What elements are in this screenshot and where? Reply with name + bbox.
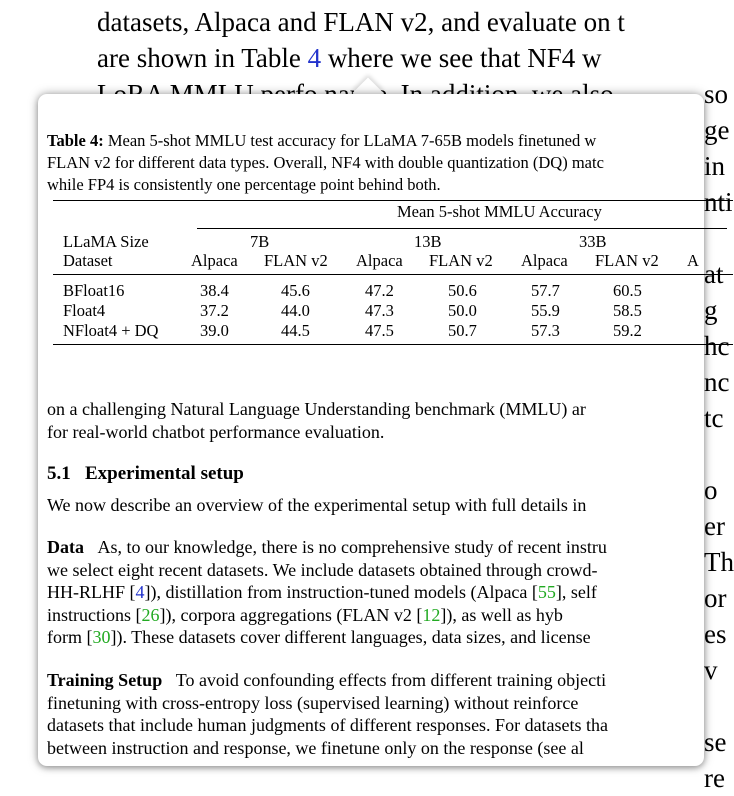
training-line-4: between instruction and response, we finetune only on the response (see al <box>47 737 584 758</box>
bg-fragment: g <box>704 295 718 325</box>
size-13b: 13B <box>414 232 442 251</box>
table-caption-label: Table 4: <box>47 131 104 150</box>
row-label-float4: Float4 <box>63 301 106 320</box>
data-paragraph <box>47 536 727 649</box>
text-run: instructions [ <box>47 604 142 625</box>
table-cell: 39.0 <box>200 321 229 340</box>
table-cell: 57.7 <box>531 281 560 300</box>
table-cell: 55.9 <box>531 301 560 320</box>
bg-fragment: er <box>704 511 725 541</box>
bg-fragment: re <box>704 763 725 793</box>
paragraph-line: for real-world chatbot performance evaluation. <box>47 421 385 442</box>
row-header-dataset: Dataset <box>63 251 113 270</box>
table-body-rule <box>53 274 733 275</box>
table-cell: 47.5 <box>365 321 394 340</box>
dataset-col: Alpaca <box>356 251 403 270</box>
bg-fragment: tc <box>704 403 724 433</box>
bg-fragment: in <box>704 151 726 181</box>
table-cell: 44.5 <box>281 321 310 340</box>
training-line-1: To avoid confounding effects from different training objecti <box>175 670 607 690</box>
table-caption <box>47 130 727 196</box>
training-line-2: finetuning with cross-entropy loss (supervised learning) without reinforce <box>47 692 579 713</box>
table-cell: 50.7 <box>448 321 477 340</box>
table-cell: 47.3 <box>365 301 394 320</box>
bg-fragment: o <box>704 475 718 505</box>
reference-preview-popup[interactable] <box>38 94 704 766</box>
text-run: form [ <box>47 627 93 647</box>
paragraph-line: on a challenging Natural Language Understanding benchmark (MMLU) ar <box>47 399 586 419</box>
bg-fragment: es <box>704 619 727 649</box>
bg-fragment: hc <box>704 331 730 361</box>
table-cell: 38.4 <box>200 281 229 300</box>
size-33b: 33B <box>579 232 607 251</box>
dataset-col: Alpaca <box>191 251 238 270</box>
section-heading <box>47 463 244 485</box>
section-title: Experimental setup <box>85 463 244 484</box>
table-caption-line-2: FLAN v2 for different data types. Overall, NF4 with double quantization (DQ) matc <box>47 153 604 172</box>
table-top-rule <box>53 200 733 201</box>
bg-fragment: Th <box>704 547 734 577</box>
table-cell: 50.6 <box>448 281 477 300</box>
table-cell: 58.5 <box>613 301 642 320</box>
table-caption-line-1: Mean 5-shot MMLU test accuracy for LLaMA 7-65B models finetuned w <box>103 131 597 150</box>
table-cell: 59.2 <box>613 321 642 340</box>
table-bottom-rule <box>53 344 733 345</box>
bg-fragment: se <box>704 727 727 757</box>
table-header-rule <box>197 228 727 229</box>
table-cell: 47.2 <box>365 281 394 300</box>
text-run: ]), as well as hyb <box>440 604 563 625</box>
training-line-3: datasets that include human judgments of different responses. For datasets tha <box>47 715 609 735</box>
dataset-col: FLAN v2 <box>595 251 659 270</box>
text-run: HH-RLHF [ <box>47 582 136 602</box>
row-label-bfloat16: BFloat16 <box>63 281 125 300</box>
data-line-5 <box>47 626 727 649</box>
training-heading: Training Setup <box>47 670 163 690</box>
table-cell: 44.0 <box>281 301 310 320</box>
size-7b: 7B <box>250 232 270 251</box>
background-text-line-2 <box>97 40 601 76</box>
bg-fragment: or <box>704 583 727 613</box>
text-run: ]), distillation from instruction-tuned models (Alpaca [ <box>144 582 538 602</box>
dataset-col: FLAN v2 <box>429 251 493 270</box>
background-text-line-1: datasets, Alpaca and FLAN v2, and evaluate on t <box>97 7 625 37</box>
table-cell: 60.5 <box>613 281 642 300</box>
table-reference-link[interactable]: 4 <box>307 43 322 73</box>
citation-link[interactable]: 4 <box>135 582 145 602</box>
data-line-2: we select eight recent datasets. We include datasets obtained through crowd- <box>47 559 598 580</box>
citation-link[interactable]: 55 <box>537 582 556 602</box>
data-line-3 <box>47 581 727 604</box>
training-paragraph <box>47 669 727 759</box>
bg-fragment: nti <box>704 187 733 217</box>
paragraph-mmlu <box>47 398 727 443</box>
text-run: ], self <box>555 582 597 602</box>
text-run: ]), corpora aggregations (FLAN v2 [ <box>159 604 423 625</box>
citation-link[interactable]: 12 <box>422 604 441 625</box>
row-label-nfloat4-dq: NFloat4 + DQ <box>63 321 159 340</box>
data-heading: Data <box>47 537 84 557</box>
table-cell: 57.3 <box>531 321 560 340</box>
dataset-col: Alpaca <box>521 251 568 270</box>
data-line-4 <box>47 604 727 627</box>
table-cell: 45.6 <box>281 281 310 300</box>
bg-fragment: v <box>704 655 718 685</box>
table-super-header: Mean 5-shot MMLU Accuracy <box>397 202 602 221</box>
bg-fragment: nc <box>704 367 730 397</box>
section-intro: We now describe an overview of the experimental setup with full details in <box>47 495 587 515</box>
table-cell: 50.0 <box>448 301 477 320</box>
citation-link[interactable]: 26 <box>141 604 160 625</box>
background-text-line-2-content: are shown in Table 4 where we see that NF4 w <box>97 43 602 73</box>
bg-fragment: ge <box>704 115 730 145</box>
row-header-size: LLaMA Size <box>63 232 149 251</box>
bg-fragment: at <box>704 259 724 289</box>
dataset-col: A <box>687 251 699 270</box>
citation-link[interactable]: 30 <box>92 627 111 647</box>
dataset-col: FLAN v2 <box>264 251 328 270</box>
section-number: 5.1 <box>47 463 71 484</box>
bg-fragment: so <box>704 79 729 109</box>
table-cell: 37.2 <box>200 301 229 320</box>
table-caption-line-3: while FP4 is consistently one percentage point behind both. <box>47 175 441 194</box>
text-run: ]). These datasets cover different languages, data sizes, and license <box>110 627 591 647</box>
data-line-1: As, to our knowledge, there is no comprehensive study of recent instru <box>97 537 607 557</box>
bg-fragment <box>704 220 734 256</box>
